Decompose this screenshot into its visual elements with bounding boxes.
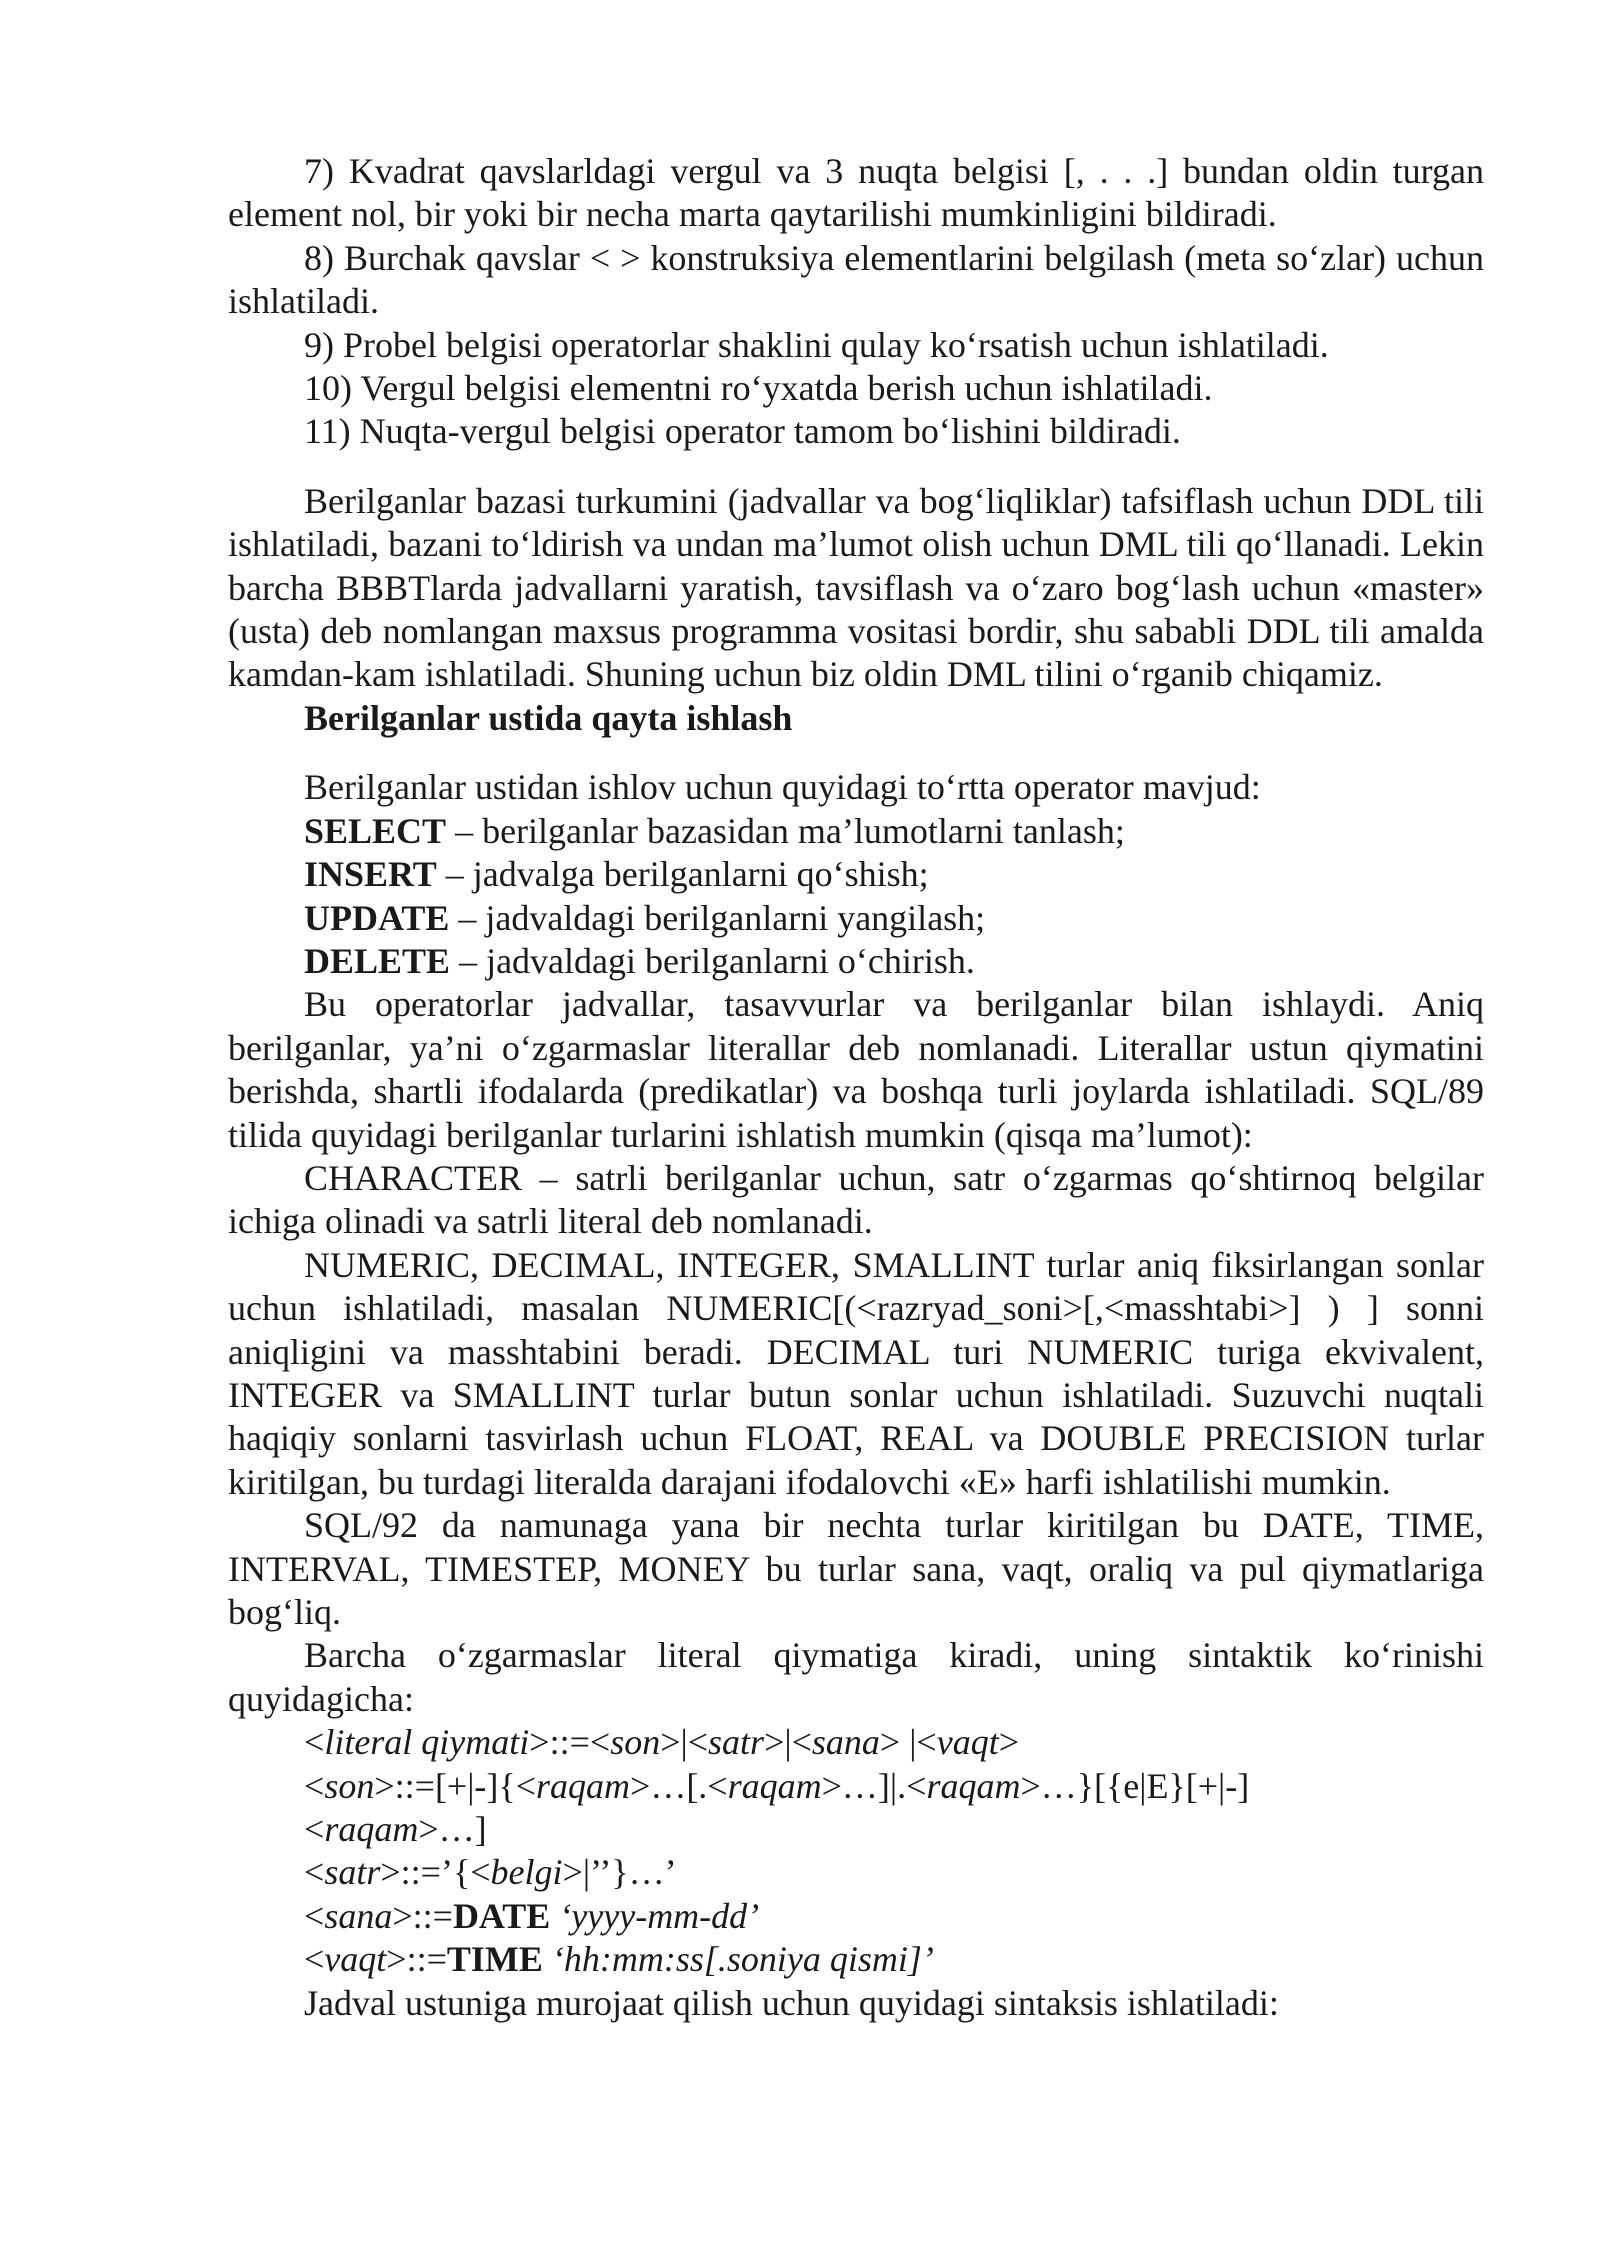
grammar-literal: <literal qiymati>::=<son>|<satr>|<sana> |<vaqt> [304, 1722, 1020, 1763]
rule-8: 8) Burchak qavslar < > konstruksiya elementlarini belgilash (meta so‘zlar) uchun ishlatiladi. [228, 237, 1484, 322]
rule-9: 9) Probel belgisi operatorlar shaklini qulay ko‘rsatish uchun ishlatiladi. [304, 324, 1329, 365]
character-paragraph: CHARACTER – satrli berilganlar uchun, satr o‘zgarmas qo‘shtirnoq belgilar ichiga olinadi va satrli literal deb nomlanadi. [228, 1157, 1484, 1242]
operator-desc: – jadvalga berilganlarni qo‘shish; [436, 854, 929, 895]
spacer [228, 454, 1484, 480]
rule-10: 10) Vergul belgisi elementni ro‘yxatda berish uchun ishlatiladi. [304, 368, 1213, 409]
grammar-vaqt: <vaqt>::=TIME ‘hh:mm:ss[.soniya qismi]’ [304, 1939, 934, 1980]
operator-update [228, 897, 1484, 940]
operator-desc: – berilganlar bazasidan ma’lumotlarni tanlash; [446, 810, 1125, 851]
grammar-son: <son>::=[+|-]{<raqam>…[.<raqam>…]|.<raqam>…}[{e|E}[+|-] [304, 1765, 1250, 1806]
grammar-sana: <sana>::=DATE ‘yyyy-mm-dd’ [304, 1895, 760, 1936]
constants-paragraph: Barcha o‘zgarmaslar literal qiymatiga kiradi, uning sintaktik ko‘rinishi quyidagicha: [228, 1635, 1484, 1719]
operator-desc: – jadvaldagi berilganlarni o‘chirish. [450, 940, 975, 981]
sql92-paragraph: SQL/92 da namunaga yana bir nechta turlar kiritilgan bu DATE, TIME, INTERVAL, TIMESTEP, MONEY bu turlar sana, vaqt, oraliq va pul qiymatlariga bog‘liq. [228, 1505, 1484, 1632]
numeric-paragraph: NUMERIC, DECIMAL, INTEGER, SMALLINT turlar aniq fiksirlangan sonlar uchun ishlatiladi, masalan NUMERIC[(<razryad_soni>[,<masshtabi>] ) ] sonni aniqligini va masshtabini beradi. DECIMAL turi NUMERIC turiga ekvivalent, INTEGER va SMALLINT turlar butun sonlar uchun ishlatiladi. Suzuvchi nuqtali haqiqiy sonlarni tasvirlash uchun FLOAT, REAL va DOUBLE PRECISION turlar kiritilgan, bu turdagi literalda darajani ifodalovchi «E» harfi ishlatilishi mumkin. [228, 1244, 1484, 1502]
rule-7: 7) Kvadrat qavslarldagi vergul va 3 nuqta belgisi [, . . .] bundan oldin turgan element nol, bir yoki bir necha marta qaytarilishi mumkinligini bildiradi. [228, 151, 1484, 235]
section-heading [228, 697, 1484, 740]
operator-keyword: UPDATE [304, 897, 450, 938]
grammar-son-cont: <raqam>…] [304, 1809, 487, 1850]
operators-intro: Berilganlar ustidan ishlov uchun quyidagi to‘rtta operator mavjud: [304, 767, 1261, 808]
operator-insert [228, 853, 1484, 896]
operator-desc: – jadvaldagi berilganlarni yangilash; [449, 897, 986, 938]
operator-delete [228, 940, 1484, 983]
literals-paragraph: Bu operatorlar jadvallar, tasavvurlar va berilganlar bilan ishlaydi. Aniq berilganlar, ya’ni o‘zgarmaslar literallar deb nomlanadi. Literallar ustun qiymatini berishda, shartli ifodalarda (predikatlar) va boshqa turli joylarda ishlatiladi. SQL/89 tilida quyidagi berilganlar turlarini ishlatish mumkin (qisqa ma’lumot): [228, 984, 1484, 1155]
operator-keyword: INSERT [304, 854, 437, 895]
rule-11: 11) Nuqta-vergul belgisi operator tamom bo‘lishini bildiradi. [304, 411, 1181, 452]
operator-select [228, 810, 1484, 853]
spacer [228, 740, 1484, 766]
operator-keyword: DELETE [304, 940, 451, 981]
section-heading-text: Berilganlar ustida qayta ishlash [304, 697, 793, 738]
intro-paragraph: Berilganlar bazasi turkumini (jadvallar va bog‘liqliklar) tafsiflash uchun DDL tili ishlatiladi, bazani to‘ldirish va undan ma’lumot olish uchun DML tili qo‘llanadi. Lekin barcha BBBTlarda jadvallarni yaratish, tavsiflash va o‘zaro bog‘lash uchun «master» (usta) deb nomlangan maxsus programma vositasi bordir, shu sababli DDL tili amalda kamdan-kam ishlatiladi. Shuning uchun biz oldin DML tilini o‘rganib chiqamiz. [228, 480, 1484, 695]
document-page [228, 150, 1484, 2025]
grammar-satr: <satr>::=’{<belgi>|’’}…’ [304, 1852, 677, 1893]
final-line: Jadval ustuniga murojaat qilish uchun quyidagi sintaksis ishlatiladi: [304, 1982, 1279, 2023]
operator-keyword: SELECT [304, 810, 447, 851]
